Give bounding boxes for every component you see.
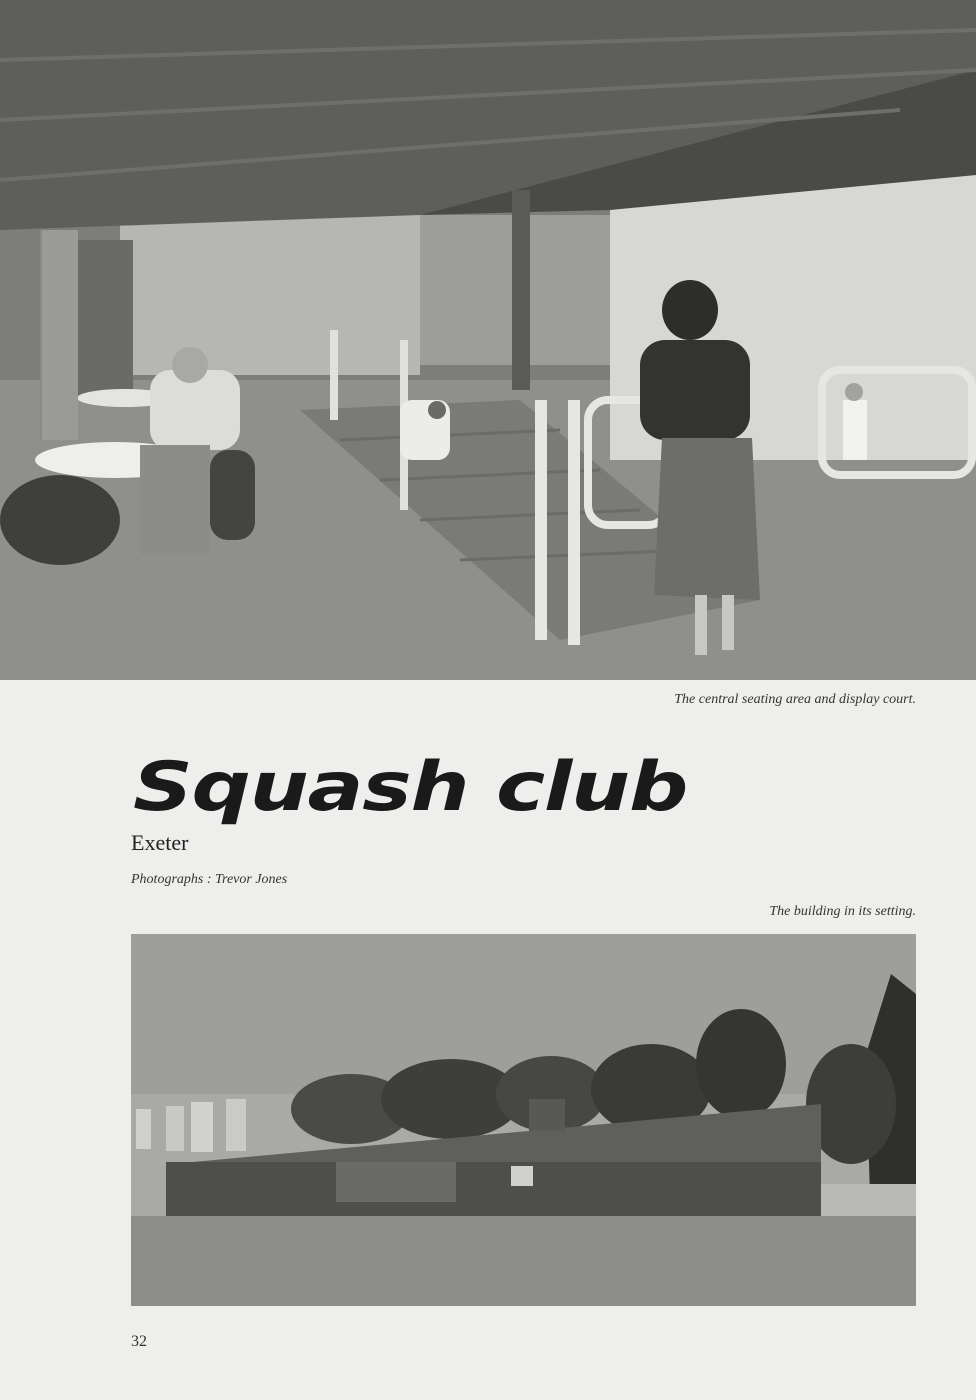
page-number: 32 (131, 1333, 147, 1350)
photo-credits: Photographs : Trevor Jones (131, 872, 288, 887)
bottom-photo-caption: The building in its setting. (769, 904, 916, 919)
article-title: Squash club (133, 748, 688, 827)
seating-area-photo (0, 0, 976, 680)
top-photo-caption: The central seating area and display court. (674, 692, 916, 707)
building-exterior-photo (131, 934, 916, 1306)
article-subtitle: Exeter (131, 830, 189, 855)
